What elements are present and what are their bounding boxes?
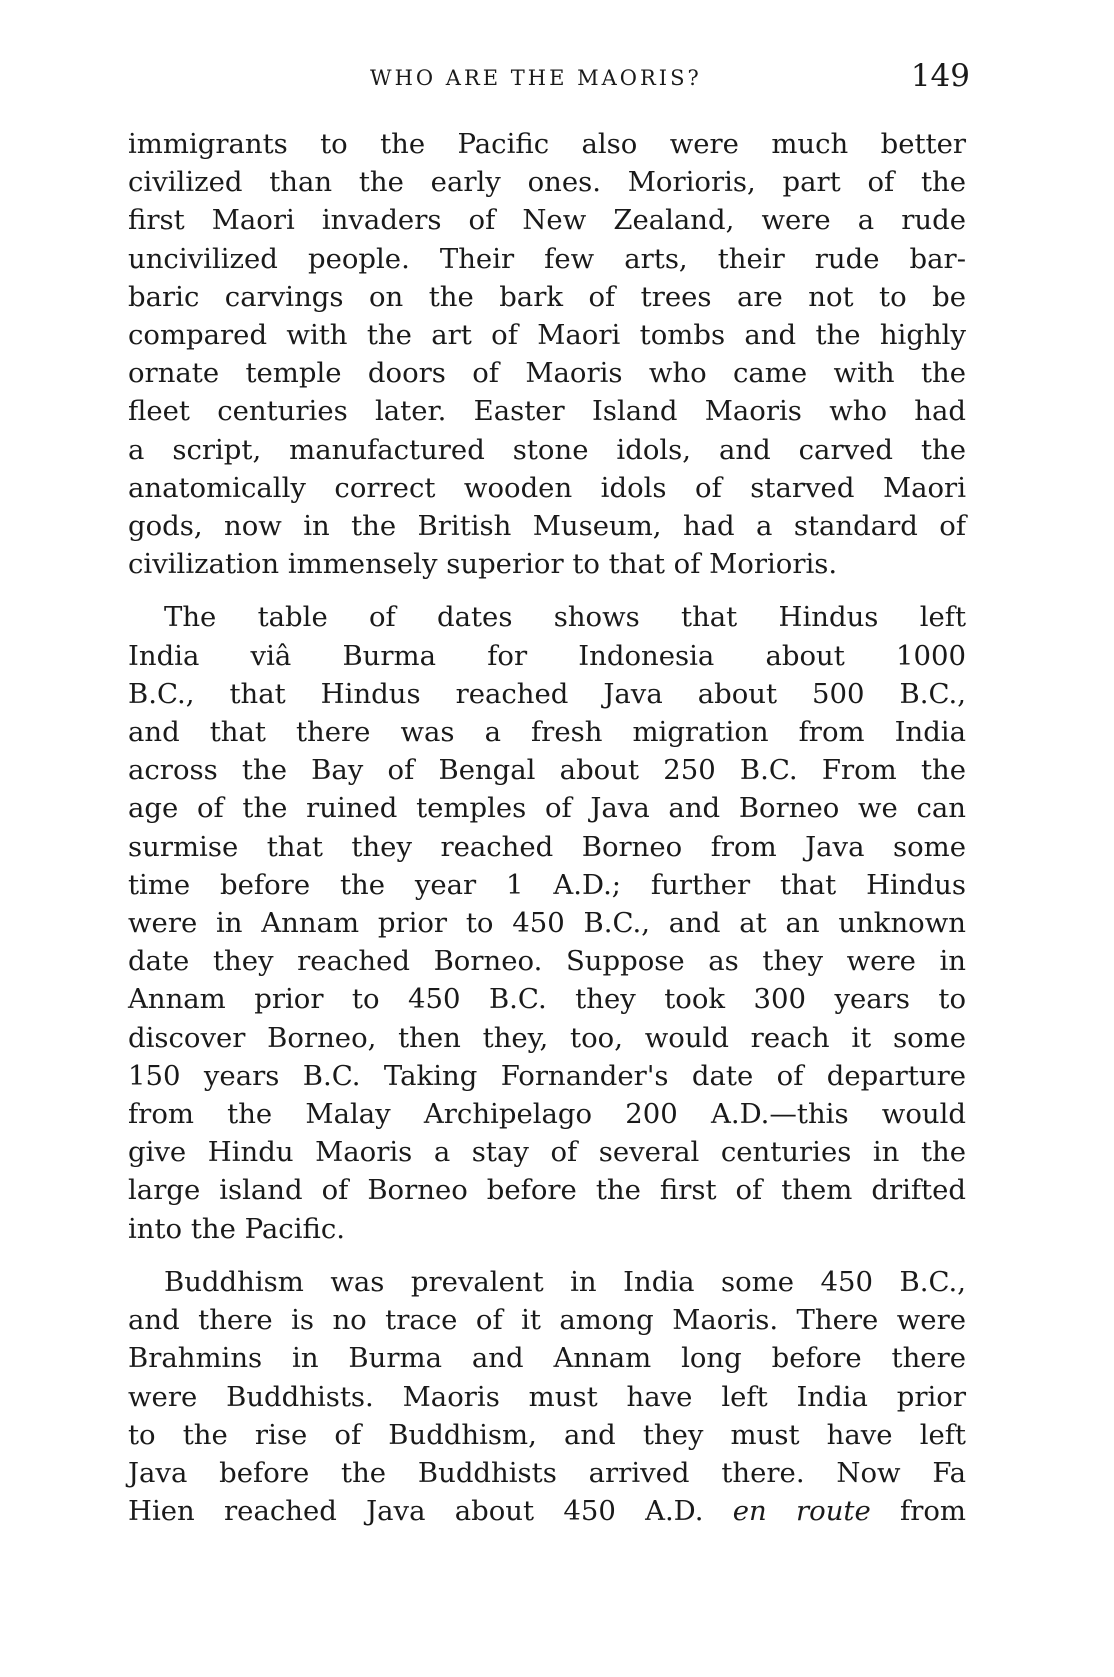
text-line: anatomically correct wooden idols of starved Maori xyxy=(128,471,966,504)
text-line: gods, now in the British Museum, had a standard of xyxy=(128,510,966,543)
text-line: immigrants to the Pacific also were much better xyxy=(128,128,966,160)
text-line: India viâ Burma for Indonesia about 1000 xyxy=(128,639,966,672)
page-body xyxy=(128,125,966,1545)
text-line: Brahmins in Burma and Annam long before there xyxy=(128,1342,966,1375)
text-line-with-italic xyxy=(128,1492,966,1530)
text-line: and there is no trace of it among Maoris. There were xyxy=(128,1304,966,1337)
text-line: civilized than the early ones. Morioris, part of the xyxy=(128,166,966,199)
text-line: into the Pacific. xyxy=(128,1212,345,1245)
text-line: were in Annam prior to 450 B.C., and at an unknown xyxy=(128,907,966,940)
text-line: age of the ruined temples of Java and Borneo we can xyxy=(128,792,966,825)
text-line: baric carvings on the bark of trees are not to be xyxy=(128,280,966,313)
text-run: from xyxy=(870,1495,966,1528)
text-line: from the Malay Archipelago 200 A.D.—this would xyxy=(128,1098,966,1131)
text-line: time before the year 1 A.D.; further that Hindus xyxy=(128,868,966,901)
running-head xyxy=(130,58,980,98)
text-line: fleet centuries later. Easter Island Maoris who had xyxy=(128,395,966,428)
text-line: large island of Borneo before the first of them drifted xyxy=(128,1174,966,1207)
text-line: give Hindu Maoris a stay of several centuries in the xyxy=(128,1136,966,1169)
page-number: 149 xyxy=(910,58,970,94)
text-line: ornate temple doors of Maoris who came with the xyxy=(128,357,966,390)
text-line: The table of dates shows that Hindus left xyxy=(164,601,966,634)
text-line: uncivilized people. Their few arts, their rude bar- xyxy=(128,242,966,275)
text-run: Hien reached Java about 450 A.D. xyxy=(128,1495,733,1528)
text-line: Buddhism was prevalent in India some 450 B.C., xyxy=(164,1265,966,1298)
text-line: first Maori invaders of New Zealand, were a rude xyxy=(128,204,966,237)
running-title: WHO ARE THE MAORIS? xyxy=(370,66,702,90)
text-line: 150 years B.C. Taking Fornander's date of departure xyxy=(128,1059,966,1092)
italic-phrase: en route xyxy=(732,1495,871,1528)
text-line: a script, manufactured stone idols, and carved the xyxy=(128,433,966,466)
text-line: across the Bay of Bengal about 250 B.C. From the xyxy=(128,754,966,787)
text-line: were Buddhists. Maoris must have left India prior xyxy=(128,1380,966,1413)
text-line: Java before the Buddhists arrived there. Now Fa xyxy=(128,1456,966,1489)
text-line: and that there was a fresh migration from India xyxy=(128,716,966,749)
text-line: civilization immensely superior to that of Morioris. xyxy=(128,548,838,581)
text-line: to the rise of Buddhism, and they must have left xyxy=(128,1418,966,1451)
text-line: surmise that they reached Borneo from Java some xyxy=(128,830,966,863)
paragraph-3 xyxy=(128,1263,966,1530)
text-line: compared with the art of Maori tombs and the highly xyxy=(128,319,966,352)
paragraph-1 xyxy=(128,125,966,583)
text-line: date they reached Borneo. Suppose as they were in xyxy=(128,945,966,978)
text-line: Annam prior to 450 B.C. they took 300 years to xyxy=(128,983,966,1016)
paragraph-2 xyxy=(128,598,966,1247)
text-line: B.C., that Hindus reached Java about 500 B.C., xyxy=(128,677,966,710)
text-line: discover Borneo, then they, too, would reach it some xyxy=(128,1021,966,1054)
